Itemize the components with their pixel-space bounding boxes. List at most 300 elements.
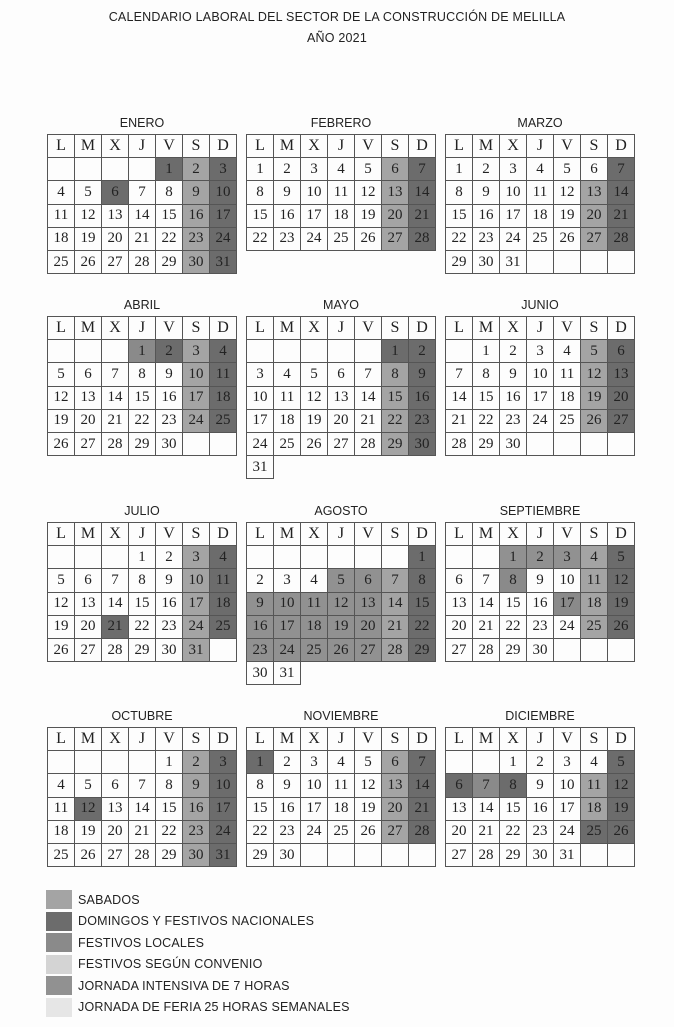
day-cell: 6 [328, 363, 355, 386]
legend-label: FESTIVOS LOCALES [78, 935, 205, 950]
weekday-header: S [581, 317, 608, 340]
day-cell: 19 [581, 386, 608, 409]
day-cell: 7 [355, 363, 382, 386]
day-cell: 12 [581, 363, 608, 386]
day-cell: 28 [382, 638, 409, 661]
day-cell: 6 [75, 569, 102, 592]
day-cell: 10 [554, 569, 581, 592]
day-cell: 19 [75, 227, 102, 250]
weekday-header: S [382, 728, 409, 751]
day-cell: 7 [382, 569, 409, 592]
day-cell: 8 [500, 569, 527, 592]
day-cell: 29 [156, 843, 183, 866]
weekday-header: J [129, 135, 156, 158]
day-cell: 20 [608, 386, 635, 409]
empty-cell [210, 432, 237, 455]
empty-cell [355, 546, 382, 569]
weekday-header: D [608, 135, 635, 158]
day-cell: 30 [156, 432, 183, 455]
day-cell: 23 [183, 820, 210, 843]
day-cell: 21 [102, 409, 129, 432]
weekday-header: V [355, 135, 382, 158]
weekday-header: S [382, 523, 409, 546]
day-cell: 27 [581, 227, 608, 250]
day-cell: 16 [473, 204, 500, 227]
day-cell: 16 [274, 204, 301, 227]
day-cell: 11 [274, 386, 301, 409]
day-cell: 17 [527, 386, 554, 409]
day-cell: 26 [48, 432, 75, 455]
legend-item [46, 911, 350, 933]
empty-cell [328, 546, 355, 569]
legend-item [46, 932, 350, 954]
day-cell: 18 [328, 204, 355, 227]
day-cell: 25 [210, 409, 237, 432]
day-cell: 15 [473, 386, 500, 409]
empty-cell [409, 456, 436, 479]
day-cell: 7 [102, 569, 129, 592]
day-cell: 31 [274, 662, 301, 685]
day-cell: 13 [581, 181, 608, 204]
day-cell: 12 [608, 774, 635, 797]
empty-cell [581, 638, 608, 661]
empty-cell [48, 158, 75, 181]
weekday-header: M [75, 135, 102, 158]
day-cell: 8 [247, 181, 274, 204]
day-cell: 18 [527, 204, 554, 227]
weekday-header: D [409, 523, 436, 546]
empty-cell [210, 638, 237, 661]
day-cell: 27 [328, 432, 355, 455]
day-cell: 2 [527, 751, 554, 774]
day-cell: 29 [129, 638, 156, 661]
empty-cell [102, 340, 129, 363]
weekday-header: X [500, 135, 527, 158]
day-cell: 1 [473, 340, 500, 363]
day-cell: 17 [301, 204, 328, 227]
empty-cell [382, 662, 409, 685]
day-cell: 25 [554, 409, 581, 432]
weekday-header: V [156, 135, 183, 158]
weekday-header: J [328, 523, 355, 546]
month-table-febrero [246, 134, 436, 251]
weekday-header: L [48, 523, 75, 546]
day-cell: 30 [500, 432, 527, 455]
day-cell: 21 [355, 409, 382, 432]
weekday-header: D [608, 728, 635, 751]
day-cell: 12 [301, 386, 328, 409]
day-cell: 14 [129, 204, 156, 227]
day-cell: 19 [608, 592, 635, 615]
day-cell: 21 [129, 820, 156, 843]
empty-cell [581, 843, 608, 866]
day-cell: 1 [156, 158, 183, 181]
day-cell: 7 [608, 158, 635, 181]
weekday-header: X [301, 135, 328, 158]
empty-cell [527, 432, 554, 455]
day-cell: 22 [382, 409, 409, 432]
day-cell: 11 [210, 363, 237, 386]
empty-cell [129, 158, 156, 181]
empty-cell [75, 158, 102, 181]
day-cell: 3 [554, 546, 581, 569]
day-cell: 4 [48, 181, 75, 204]
month-table-marzo [445, 134, 635, 274]
day-cell: 27 [102, 843, 129, 866]
day-cell: 16 [527, 592, 554, 615]
day-cell: 17 [210, 797, 237, 820]
empty-cell [473, 751, 500, 774]
weekday-header: X [301, 523, 328, 546]
month-table-noviembre [246, 727, 436, 867]
day-cell: 26 [608, 615, 635, 638]
month-name-agosto: AGOSTO [314, 504, 368, 518]
month-name-febrero: FEBRERO [310, 116, 372, 130]
month-name-abril: ABRIL [123, 298, 161, 312]
day-cell: 24 [274, 638, 301, 661]
day-cell: 27 [75, 638, 102, 661]
day-cell: 2 [156, 546, 183, 569]
day-cell: 15 [247, 204, 274, 227]
day-cell: 28 [102, 638, 129, 661]
day-cell: 2 [500, 340, 527, 363]
weekday-header: L [48, 728, 75, 751]
day-cell: 18 [48, 820, 75, 843]
day-cell: 17 [554, 797, 581, 820]
weekday-header: V [156, 317, 183, 340]
empty-cell [527, 250, 554, 273]
day-cell: 17 [554, 592, 581, 615]
day-cell: 25 [328, 227, 355, 250]
day-cell: 18 [48, 227, 75, 250]
month-table-diciembre [445, 727, 635, 867]
day-cell: 28 [446, 432, 473, 455]
month-table-julio [47, 522, 237, 662]
day-cell: 11 [581, 774, 608, 797]
day-cell: 24 [554, 615, 581, 638]
legend-swatch [46, 955, 72, 974]
month-table-mayo [246, 316, 436, 479]
weekday-header: L [247, 317, 274, 340]
day-cell: 7 [446, 363, 473, 386]
day-cell: 15 [129, 386, 156, 409]
day-cell: 6 [581, 158, 608, 181]
weekday-header: V [355, 728, 382, 751]
empty-cell [446, 340, 473, 363]
day-cell: 27 [102, 250, 129, 273]
weekday-header: V [554, 728, 581, 751]
day-cell: 1 [129, 340, 156, 363]
day-cell: 25 [210, 615, 237, 638]
day-cell: 23 [473, 227, 500, 250]
empty-cell [581, 250, 608, 273]
day-cell: 17 [274, 615, 301, 638]
day-cell: 19 [48, 615, 75, 638]
legend-item [46, 889, 350, 911]
day-cell: 15 [446, 204, 473, 227]
weekday-header: X [102, 728, 129, 751]
weekday-header: D [409, 135, 436, 158]
weekday-header: S [183, 523, 210, 546]
day-cell: 3 [301, 751, 328, 774]
weekday-header: M [274, 523, 301, 546]
empty-cell [183, 432, 210, 455]
day-cell: 20 [446, 820, 473, 843]
day-cell: 28 [102, 432, 129, 455]
day-cell: 21 [382, 615, 409, 638]
day-cell: 20 [581, 204, 608, 227]
day-cell: 11 [328, 774, 355, 797]
day-cell: 27 [75, 432, 102, 455]
empty-cell [554, 638, 581, 661]
empty-cell [75, 340, 102, 363]
weekday-header: D [210, 523, 237, 546]
legend-swatch [46, 912, 72, 931]
day-cell: 16 [527, 797, 554, 820]
day-cell: 8 [129, 363, 156, 386]
empty-cell [274, 340, 301, 363]
day-cell: 23 [500, 409, 527, 432]
day-cell: 8 [409, 569, 436, 592]
day-cell: 26 [581, 409, 608, 432]
weekday-header: S [581, 728, 608, 751]
day-cell: 17 [210, 204, 237, 227]
weekday-header: L [48, 135, 75, 158]
day-cell: 13 [102, 204, 129, 227]
day-cell: 24 [554, 820, 581, 843]
day-cell: 9 [473, 181, 500, 204]
day-cell: 1 [500, 546, 527, 569]
weekday-header: L [446, 728, 473, 751]
day-cell: 4 [301, 569, 328, 592]
day-cell: 6 [382, 751, 409, 774]
day-cell: 10 [274, 592, 301, 615]
month-name-marzo: MARZO [517, 116, 563, 130]
day-cell: 7 [102, 363, 129, 386]
page-year: AÑO 2021 [307, 31, 367, 45]
weekday-header: S [183, 317, 210, 340]
day-cell: 4 [581, 546, 608, 569]
day-cell: 1 [446, 158, 473, 181]
day-cell: 22 [247, 227, 274, 250]
day-cell: 31 [247, 456, 274, 479]
day-cell: 19 [75, 820, 102, 843]
day-cell: 7 [129, 774, 156, 797]
day-cell: 14 [409, 774, 436, 797]
empty-cell [382, 456, 409, 479]
day-cell: 21 [608, 204, 635, 227]
day-cell: 12 [608, 569, 635, 592]
day-cell: 2 [274, 158, 301, 181]
day-cell: 10 [554, 774, 581, 797]
day-cell: 29 [473, 432, 500, 455]
month-name-julio: JULIO [124, 504, 160, 518]
day-cell: 18 [210, 386, 237, 409]
day-cell: 10 [183, 569, 210, 592]
day-cell: 2 [473, 158, 500, 181]
month-table-junio [445, 316, 635, 456]
weekday-header: X [301, 728, 328, 751]
day-cell: 24 [210, 820, 237, 843]
day-cell: 29 [409, 638, 436, 661]
day-cell: 4 [210, 546, 237, 569]
day-cell: 11 [328, 181, 355, 204]
month-name-noviembre: NOVIEMBRE [303, 709, 379, 723]
day-cell: 16 [183, 797, 210, 820]
day-cell: 26 [608, 820, 635, 843]
day-cell: 18 [328, 797, 355, 820]
day-cell: 2 [247, 569, 274, 592]
day-cell: 25 [48, 250, 75, 273]
day-cell: 21 [409, 797, 436, 820]
legend-swatch [46, 890, 72, 909]
legend-label: JORNADA DE FERIA 25 HORAS SEMANALES [78, 1000, 350, 1015]
weekday-header: L [247, 523, 274, 546]
day-cell: 17 [183, 386, 210, 409]
day-cell: 11 [301, 592, 328, 615]
day-cell: 9 [274, 181, 301, 204]
day-cell: 23 [527, 615, 554, 638]
day-cell: 26 [48, 638, 75, 661]
day-cell: 14 [102, 592, 129, 615]
day-cell: 31 [210, 250, 237, 273]
day-cell: 4 [581, 751, 608, 774]
day-cell: 8 [446, 181, 473, 204]
weekday-header: M [75, 728, 102, 751]
day-cell: 31 [554, 843, 581, 866]
day-cell: 25 [48, 843, 75, 866]
weekday-header: L [446, 523, 473, 546]
legend-label: SABADOS [78, 892, 140, 907]
weekday-header: M [75, 523, 102, 546]
weekday-header: X [102, 523, 129, 546]
day-cell: 12 [554, 181, 581, 204]
day-cell: 24 [247, 432, 274, 455]
day-cell: 22 [156, 227, 183, 250]
day-cell: 26 [328, 638, 355, 661]
day-cell: 4 [210, 340, 237, 363]
day-cell: 6 [608, 340, 635, 363]
day-cell: 15 [156, 797, 183, 820]
day-cell: 3 [500, 158, 527, 181]
day-cell: 17 [183, 592, 210, 615]
day-cell: 15 [156, 204, 183, 227]
day-cell: 14 [473, 797, 500, 820]
weekday-header: M [274, 728, 301, 751]
day-cell: 10 [500, 181, 527, 204]
weekday-header: J [129, 728, 156, 751]
day-cell: 3 [210, 158, 237, 181]
day-cell: 5 [554, 158, 581, 181]
empty-cell [608, 250, 635, 273]
day-cell: 30 [156, 638, 183, 661]
day-cell: 21 [473, 820, 500, 843]
day-cell: 22 [247, 820, 274, 843]
day-cell: 12 [355, 774, 382, 797]
legend-swatch [46, 998, 72, 1017]
day-cell: 9 [247, 592, 274, 615]
day-cell: 22 [500, 615, 527, 638]
day-cell: 29 [500, 638, 527, 661]
day-cell: 28 [473, 638, 500, 661]
month-name-octubre: OCTUBRE [111, 709, 173, 723]
day-cell: 17 [301, 797, 328, 820]
day-cell: 1 [409, 546, 436, 569]
day-cell: 29 [247, 843, 274, 866]
day-cell: 2 [156, 340, 183, 363]
day-cell: 19 [608, 797, 635, 820]
day-cell: 20 [446, 615, 473, 638]
day-cell: 4 [328, 751, 355, 774]
day-cell: 30 [409, 432, 436, 455]
day-cell: 6 [446, 774, 473, 797]
day-cell: 1 [156, 751, 183, 774]
empty-cell [446, 546, 473, 569]
day-cell: 28 [473, 843, 500, 866]
weekday-header: L [446, 317, 473, 340]
weekday-header: J [328, 135, 355, 158]
day-cell: 13 [355, 592, 382, 615]
weekday-header: X [301, 317, 328, 340]
day-cell: 1 [500, 751, 527, 774]
month-name-mayo: MAYO [323, 298, 359, 312]
weekday-header: X [102, 135, 129, 158]
empty-cell [382, 843, 409, 866]
empty-cell [355, 843, 382, 866]
day-cell: 15 [409, 592, 436, 615]
day-cell: 30 [274, 843, 301, 866]
day-cell: 26 [301, 432, 328, 455]
empty-cell [129, 751, 156, 774]
day-cell: 18 [274, 409, 301, 432]
weekday-header: X [102, 317, 129, 340]
day-cell: 5 [608, 546, 635, 569]
day-cell: 9 [409, 363, 436, 386]
legend-label: DOMINGOS Y FESTIVOS NACIONALES [78, 914, 315, 929]
weekday-header: J [328, 317, 355, 340]
weekday-header: D [210, 135, 237, 158]
empty-cell [328, 456, 355, 479]
day-cell: 2 [274, 751, 301, 774]
day-cell: 26 [75, 843, 102, 866]
weekday-header: M [473, 135, 500, 158]
empty-cell [75, 546, 102, 569]
day-cell: 1 [247, 751, 274, 774]
day-cell: 12 [48, 592, 75, 615]
day-cell: 16 [156, 386, 183, 409]
empty-cell [301, 546, 328, 569]
empty-cell [301, 843, 328, 866]
month-table-agosto [246, 522, 436, 685]
day-cell: 16 [409, 386, 436, 409]
month-name-diciembre: DICIEMBRE [505, 709, 575, 723]
weekday-header: J [527, 728, 554, 751]
day-cell: 31 [183, 638, 210, 661]
day-cell: 29 [446, 250, 473, 273]
day-cell: 9 [156, 363, 183, 386]
weekday-header: X [500, 523, 527, 546]
day-cell: 30 [473, 250, 500, 273]
day-cell: 11 [581, 569, 608, 592]
day-cell: 13 [608, 363, 635, 386]
day-cell: 8 [382, 363, 409, 386]
weekday-header: V [554, 523, 581, 546]
weekday-header: L [247, 135, 274, 158]
day-cell: 7 [473, 774, 500, 797]
empty-cell [608, 638, 635, 661]
month-table-octubre [47, 727, 237, 867]
day-cell: 14 [473, 592, 500, 615]
